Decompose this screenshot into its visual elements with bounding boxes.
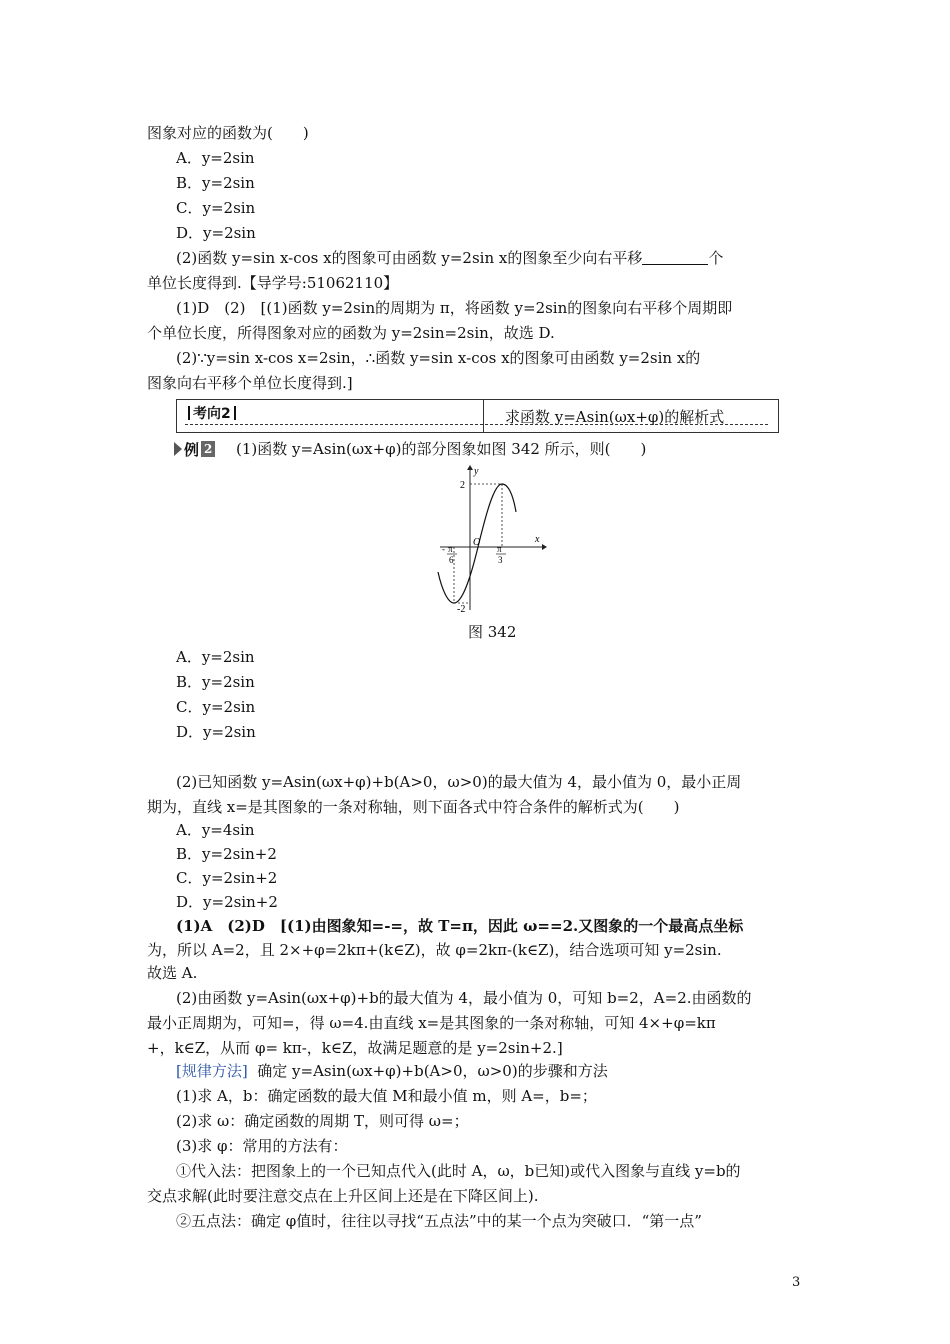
- question-2-text: (2)函数 y=sin x-cos x的图象可由函数 y=2sin x的图象至少向右平移: [176, 249, 643, 267]
- example-question: (1)函数 y=Asin(ωx+φ)的部分图象如图 342 所示，则( ): [236, 440, 647, 458]
- x-right-tick-den: 3: [498, 555, 503, 565]
- solution-line: 个单位长度，所得图象对应的函数为 y=2sin=2sin，故选 D.: [147, 324, 555, 342]
- method-line: ①代入法：把图象上的一个已知点代入(此时 A，ω，b已知)或代入图象与直线 y=b的: [176, 1162, 741, 1180]
- method-heading: [176, 1061, 608, 1081]
- choice-d: D．y=2sin: [176, 723, 256, 741]
- method-line: ②五点法：确定 φ值时，往往以寻找“五点法”中的某一个点为突破口．“第一点”: [176, 1212, 702, 1230]
- x-right-tick-num: π: [497, 544, 502, 554]
- choice-a: A．y=2sin: [176, 149, 255, 167]
- text-line: 单位长度得到.【导学号:51062110】: [147, 274, 399, 292]
- svg-text:-: -: [442, 544, 445, 554]
- page-number: 3: [792, 1275, 801, 1290]
- choice-b: B．y=2sin: [176, 174, 255, 192]
- solution-line: (2)∵y=sin x-cos x=2sin，∴函数 y=sin x-cos x的图象可由函数 y=2sin x的: [176, 349, 701, 367]
- solution-line: (2)由函数 y=Asin(ωx+φ)+b的最大值为 4，最小值为 0，可知 b=2，A=2.由函数的: [176, 989, 752, 1007]
- figure-caption: 图 342: [468, 623, 517, 641]
- y-min-label: -2: [457, 604, 466, 614]
- choice-a: A．y=2sin: [176, 648, 255, 666]
- example-badge: 例 2: [174, 439, 215, 459]
- choice-b: B．y=2sin: [176, 673, 255, 691]
- solution-line: (1)D (2) [(1)函数 y=2sin的周期为 π，将函数 y=2sin的图象向右平移个周期即: [176, 299, 733, 317]
- y-axis-label: y: [474, 466, 479, 477]
- sine-graph: [430, 462, 550, 614]
- y-max-label: 2: [460, 480, 465, 491]
- triangle-icon: [174, 442, 182, 456]
- method-line: 交点求解(此时要注意交点在上升区间上还是在下降区间上).: [147, 1187, 539, 1205]
- solution-line: +，k∈Z，从而 φ= kπ-，k∈Z，故满足题意的是 y=2sin+2.]: [147, 1039, 563, 1057]
- solution-line: 图象向右平移个单位长度得到.]: [147, 374, 353, 392]
- choice-d: D．y=2sin: [176, 224, 256, 242]
- method-title: 确定 y=Asin(ωx+φ)+b(A>0，ω>0)的步骤和方法: [257, 1062, 608, 1080]
- topic-header: [176, 399, 779, 433]
- method-tag: [规律方法]: [176, 1062, 248, 1080]
- solution-line: 故选 A.: [147, 964, 198, 982]
- solution-line: (1)A (2)D [(1)由图象知=-=，故 T=π，因此 ω==2.又图象的一个最高点坐标: [176, 917, 744, 935]
- method-line: (1)求 A，b：确定函数的最大值 M和最小值 m，则 A=，b=；: [176, 1087, 597, 1105]
- x-axis-label: x: [535, 534, 540, 545]
- question-2: [176, 248, 723, 268]
- choice-c: C．y=2sin+2: [176, 869, 278, 887]
- method-line: (3)求 φ：常用的方法有：: [176, 1137, 348, 1155]
- question-2: (2)已知函数 y=Asin(ωx+φ)+b(A>0，ω>0)的最大值为 4，最小值为 0，最小正周: [176, 773, 742, 791]
- solution-line: 最小正周期为，可知=，得 ω=4.由直线 x=是其图象的一条对称轴，可知 4×+φ=kπ: [147, 1014, 716, 1032]
- choice-c: C．y=2sin: [176, 199, 256, 217]
- choice-d: D．y=2sin+2: [176, 893, 278, 911]
- method-line: (2)求 ω：确定函数的周期 T，则可得 ω=；: [176, 1112, 469, 1130]
- question-2: 期为，直线 x=是其图象的一条对称轴，则下面各式中符合条件的解析式为( ): [147, 798, 680, 816]
- x-left-tick-num: π: [448, 544, 453, 554]
- choice-b: B．y=2sin+2: [176, 845, 277, 863]
- topic-title: 求函数 y=Asin(ωx+φ)的解析式: [505, 408, 725, 426]
- topic-tag: 考向2: [185, 403, 239, 423]
- x-left-tick-den: 6: [449, 555, 454, 565]
- solution-line: 为，所以 A=2，且 2×+φ=2kπ+(k∈Z)，故 φ=2kπ-(k∈Z)，结合选项可知 y=2sin.: [147, 941, 722, 959]
- answer-blank: [642, 250, 708, 265]
- choice-c: C．y=2sin: [176, 698, 256, 716]
- question-2-tail: 个: [708, 249, 724, 267]
- text-line: 图象对应的函数为( ): [147, 124, 309, 142]
- choice-a: A．y=4sin: [176, 821, 255, 839]
- origin-label: O: [473, 537, 481, 548]
